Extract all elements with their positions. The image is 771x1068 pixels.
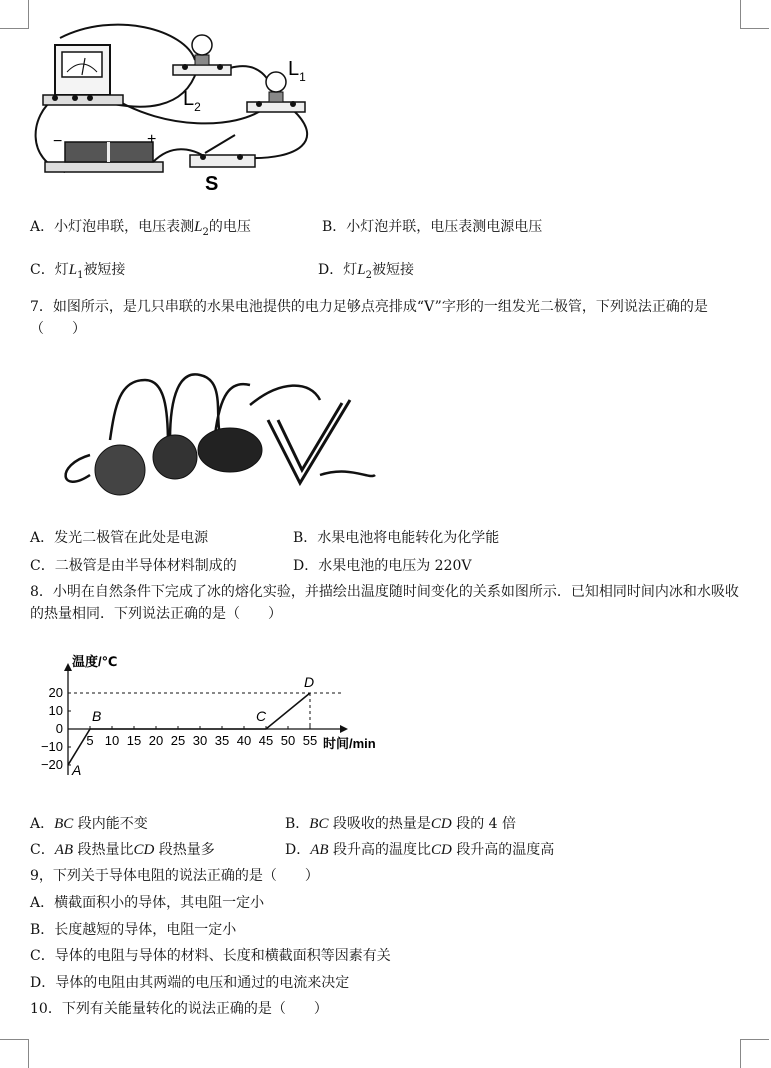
q7-stem: 7．如图所示，是几只串联的水果电池提供的电力足够点亮排成“V”字形的一组发光二极管，下列说法正确的是（ ） [30,299,708,337]
circuit-figure [25,20,325,195]
q9-stem: 9，下列关于导体电阻的说法正确的是（ ） [30,868,319,884]
label-plus: + [147,131,157,148]
q8-option-b-suffix: 段的 4 倍 [456,816,517,832]
x-tick-label: 55 [302,733,318,748]
q6-option-a-var: L [194,219,203,235]
y-tick-label: 20 [48,685,63,700]
q8-option-d-prefix: D． [285,842,311,858]
battery-pack [45,142,163,172]
x-tick-label: 35 [214,733,230,748]
point-label-b: B [92,708,102,724]
chart-xlabel: 时间/min [323,736,376,751]
q7-option-d: D．水果电池的电压为 220V [293,558,472,574]
x-tick-label: 30 [192,733,208,748]
q6-option-a-suffix: 的电压 [208,219,251,235]
q8-option-b [285,814,516,834]
label-l2: $L_2$ [183,88,201,114]
point-label-d: D [304,674,315,690]
q8-option-c-suffix: 段热量多 [158,842,215,858]
q8-option-c [30,840,215,860]
label-l1: $L_1$ [288,58,306,84]
q8-option-d-suffix: 段升高的温度高 [456,842,555,858]
q9-option-c: C．导体的电阻与导体的材料、长度和横截面积等因素有关 [30,948,391,964]
q6-option-a-sub: 2 [202,226,209,238]
point-label-a: A [72,762,82,778]
q6-option-b: B．小灯泡并联，电压表测电源电压 [322,219,543,235]
q8-option-d-var1: AB [310,842,329,858]
q6-option-a-prefix: A．小灯泡串联，电压表测 [30,219,195,235]
q8-option-d-mid: 段升高的温度比 [333,842,432,858]
y-tick-label: 10 [48,703,63,718]
switch-s [190,135,255,167]
q6-option-d-prefix: D．灯 [318,262,358,278]
x-tick-label: 20 [148,733,164,748]
corner-mark-top-right [740,0,769,29]
point-label-c: C [256,708,267,724]
q6-option-d-suffix: 被短接 [371,262,414,278]
y-tick-label: 0 [55,721,63,736]
q7-option-b: B．水果电池将电能转化为化学能 [293,530,500,546]
q8-option-c-var1: AB [54,842,74,858]
q8-option-a-suffix: 段内能不变 [77,816,148,832]
q6-option-d [318,260,414,286]
q9-option-d: D．导体的电阻由其两端的电压和通过的电流来决定 [30,975,350,991]
x-tick-label: 50 [280,733,296,748]
q6-option-d-sub: 2 [365,269,372,281]
q7-option-a: A．发光二极管在此处是电源 [30,530,209,546]
x-tick-label: 10 [104,733,120,748]
q6-option-a [30,217,251,243]
label-s: S [205,173,219,195]
fruit-battery-figure [50,365,380,500]
q10-stem: 10．下列有关能量转化的说法正确的是（ ） [30,1001,328,1017]
x-tick-label: 25 [170,733,186,748]
q7-option-c: C．二极管是由半导体材料制成的 [30,558,237,574]
chart-ylabel: 温度/℃ [72,654,118,669]
label-minus: − [53,133,63,150]
q8-option-a-prefix: A． [30,816,55,832]
q8-option-c-mid: 段热量比 [77,842,134,858]
q8-option-c-var2: CD [133,842,155,858]
q9-option-b: B．长度越短的导体，电阻一定小 [30,922,237,938]
temperature-time-chart [30,650,395,790]
x-tick-label: 40 [236,733,252,748]
q8-option-d-var2: CD [431,842,452,858]
q6-option-c-prefix: C．灯 [30,262,69,278]
q8-option-b-var2: CD [430,816,452,832]
y-axis-arrow [64,663,72,671]
q8-option-a [30,814,148,834]
bulb-l2 [173,35,231,75]
q8-option-b-mid: 段吸收的热量是 [332,816,431,832]
q8-option-a-var: BC [54,816,74,832]
q6-option-c-var: L [68,262,78,278]
x-tick-label: 15 [126,733,142,748]
x-tick-label: 5 [86,733,94,748]
q6-option-c-sub: 1 [77,269,84,281]
q8-option-b-prefix: B． [285,816,310,832]
x-axis-arrow [340,725,348,733]
voltmeter [43,45,123,105]
q6-option-c-suffix: 被短接 [83,262,126,278]
q8-option-c-prefix: C． [30,842,55,858]
fruit-batteries [95,428,262,495]
corner-mark-bottom-left [0,1039,29,1068]
y-tick-label: −10 [40,739,63,754]
x-tick-label: 45 [258,733,274,748]
corner-mark-bottom-right [740,1039,769,1068]
q9-option-a: A．横截面积小的导体，其电阻一定小 [30,895,265,911]
q6-option-c [30,260,125,286]
q6-option-d-var: L [357,262,366,278]
q8-stem: 8．小明在自然条件下完成了冰的熔化实验，并描绘出温度随时间变化的关系如图所示．已知相同时间内冰和水吸收的热量相同．下列说法正确的是（ ） [30,584,739,622]
q8-option-d [285,840,554,860]
q8-option-b-var1: BC [309,816,329,832]
y-tick-label: −20 [40,757,63,772]
